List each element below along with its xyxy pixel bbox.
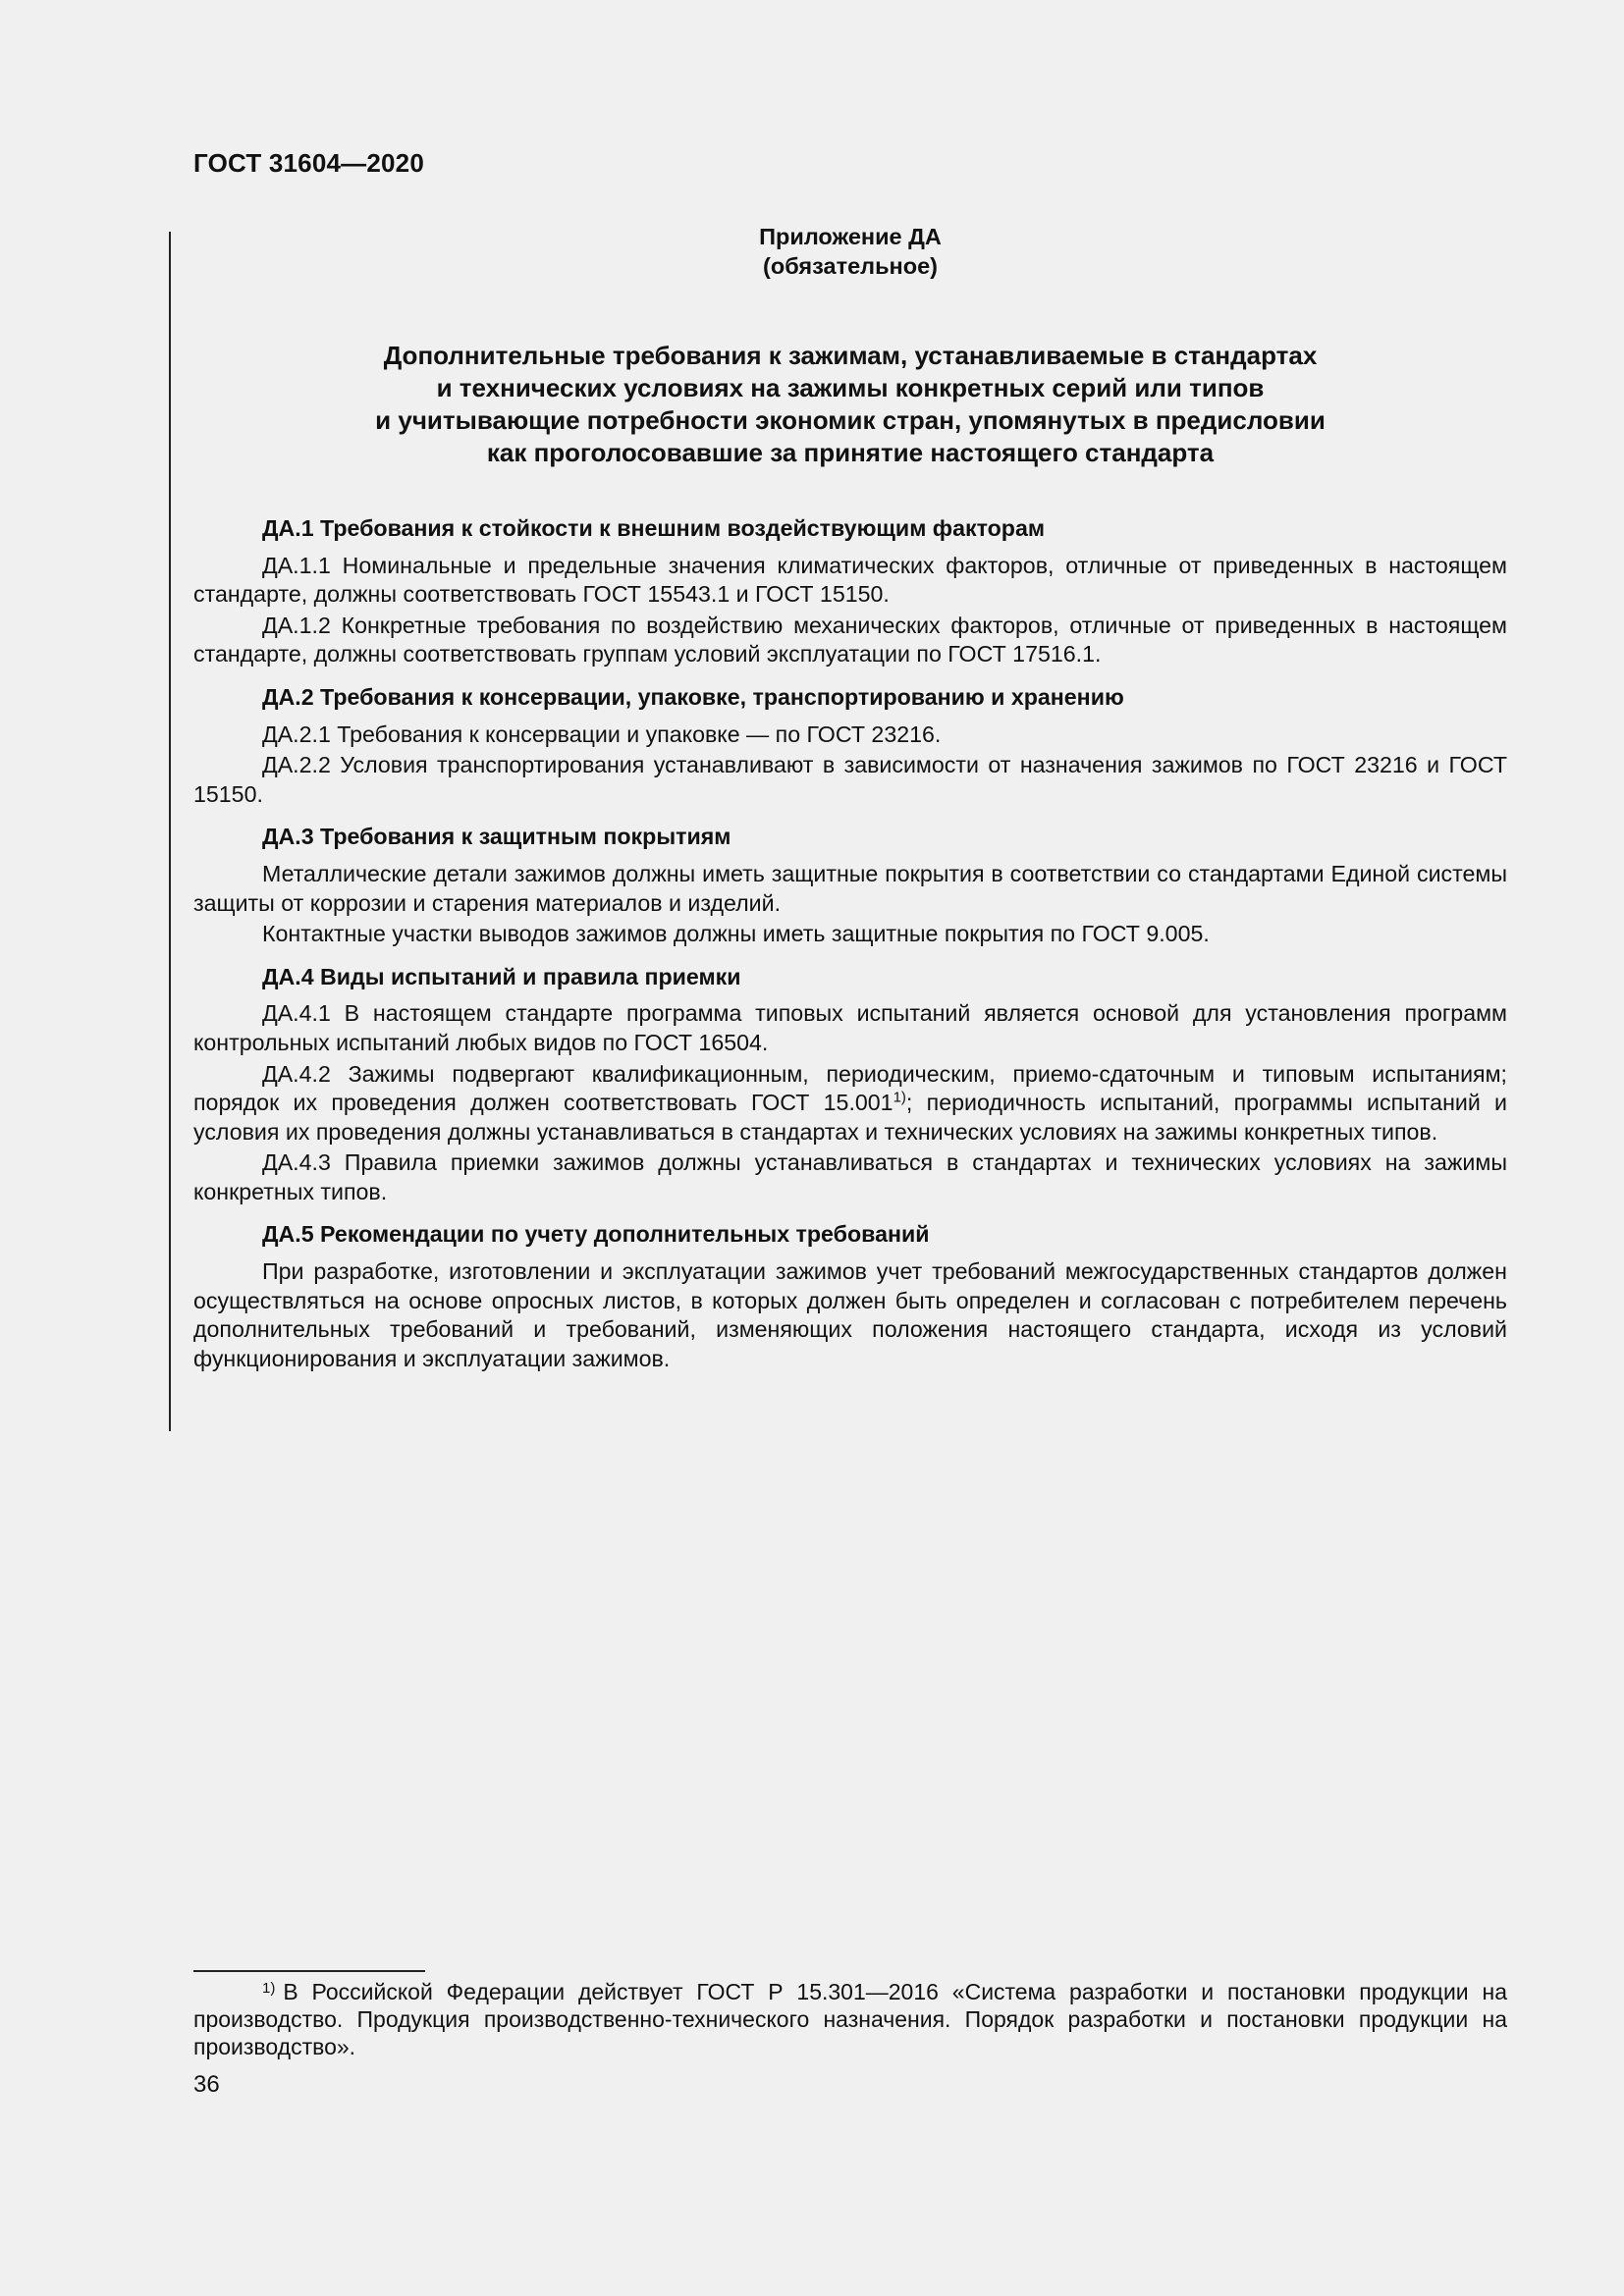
section-heading-da2: ДА.2 Требования к консервации, упаковке, транспортированию и хранению — [262, 683, 1124, 710]
paragraph-da1-1: ДА.1.1 Номинальные и предельные значения климатических факторов, отличные от приведенных в настоящем стандарте, должны соответствовать ГОСТ 15543.1 и ГОСТ 15150. — [193, 552, 1507, 608]
page-content — [193, 222, 1507, 1373]
footnote-mark: 1) — [262, 1980, 276, 1997]
footnote — [193, 1975, 1507, 2060]
paragraph-da4-2 — [193, 1060, 1507, 1148]
document-code: ГОСТ 31604—2020 — [193, 148, 424, 178]
annex-heading-line: Дополнительные требования к зажимам, устанавливаемые в стандартах — [383, 341, 1318, 370]
footnote-reference: 1) — [893, 1089, 906, 1106]
paragraph-da3-1: Металлические детали зажимов должны иметь защитные покрытия в соответствии со стандартами Единой системы защиты от коррозии и старения материалов и изделий. — [193, 860, 1507, 916]
footnote-separator — [193, 1970, 425, 1972]
section-heading-da1: ДА.1 Требования к стойкости к внешним воздействующим факторам — [262, 515, 1046, 541]
paragraph-da4-2-text: ДА.4.2 Зажимы подвергают квалификационным, периодическим, приемо-сдаточным и типовым испытаниям; порядок их проведения должен соответствовать ГОСТ 15.001 — [193, 1060, 1507, 1116]
annex-heading-line: и учитывающие потребности экономик стран, упомянутых в предисловии — [375, 405, 1326, 435]
section-heading-da4: ДА.4 Виды испытаний и правила приемки — [262, 963, 741, 989]
page-number: 36 — [193, 2071, 220, 2098]
revision-bar — [169, 232, 171, 1431]
footnote-text: В Российской Федерации действует ГОСТ Р 15.301—2016 «Система разработки и постановки продукции на производство. Продукция производственно-технического назначения. Порядок разработки и постановки продукции на производство». — [193, 1979, 1507, 2059]
paragraph-da5-1: При разработке, изготовлении и эксплуатации зажимов учет требований межгосударственных стандартов должен осуществляться на основе опросных листов, в которых должен быть определен и согласован с потребителем перечень дополнительных требований и требований, изменяющих положения настоящего стандарта, исходя из условий функционирования и эксплуатации зажимов. — [193, 1258, 1507, 1371]
annex-title: Приложение ДА — [759, 224, 942, 249]
annex-heading-line: и технических условиях на зажимы конкретных серий или типов — [436, 373, 1265, 402]
annex-heading — [193, 340, 1507, 469]
section-heading-da3: ДА.3 Требования к защитным покрытиям — [262, 824, 731, 850]
paragraph-da2-2: ДА.2.2 Условия транспортирования устанавливают в зависимости от назначения зажимов по ГОСТ 23216 и ГОСТ 15150. — [193, 752, 1507, 807]
paragraph-da1-2: ДА.1.2 Конкретные требования по воздействию механических факторов, отличные от приведенных в настоящем стандарте, должны соответствовать группам условий эксплуатации по ГОСТ 17516.1. — [193, 612, 1507, 667]
annex-heading-line: как проголосовавшие за принятие настоящего стандарта — [486, 438, 1215, 467]
paragraph-da2-1: ДА.2.1 Требования к консервации и упаковке — по ГОСТ 23216. — [262, 721, 942, 747]
paragraph-da4-1: ДА.4.1 В настоящем стандарте программа типовых испытаний является основой для установления программ контрольных испытаний любых видов по ГОСТ 16504. — [193, 1000, 1507, 1055]
paragraph-da4-2-text-cont: ; периодичность испытаний, программы испытаний и условия их проведения должны устанавливаться в стандартах и технических условиях на зажимы конкретных типов. — [193, 1090, 1508, 1145]
annex-status: (обязательное) — [763, 253, 938, 279]
section-heading-da5: ДА.5 Рекомендации по учету дополнительных требований — [262, 1221, 930, 1248]
paragraph-da4-3: ДА.4.3 Правила приемки зажимов должны устанавливаться в стандартах и технических условиях на зажимы конкретных типов. — [193, 1149, 1507, 1204]
paragraph-da3-2: Контактные участки выводов зажимов должны иметь защитные покрытия по ГОСТ 9.005. — [262, 921, 1210, 947]
